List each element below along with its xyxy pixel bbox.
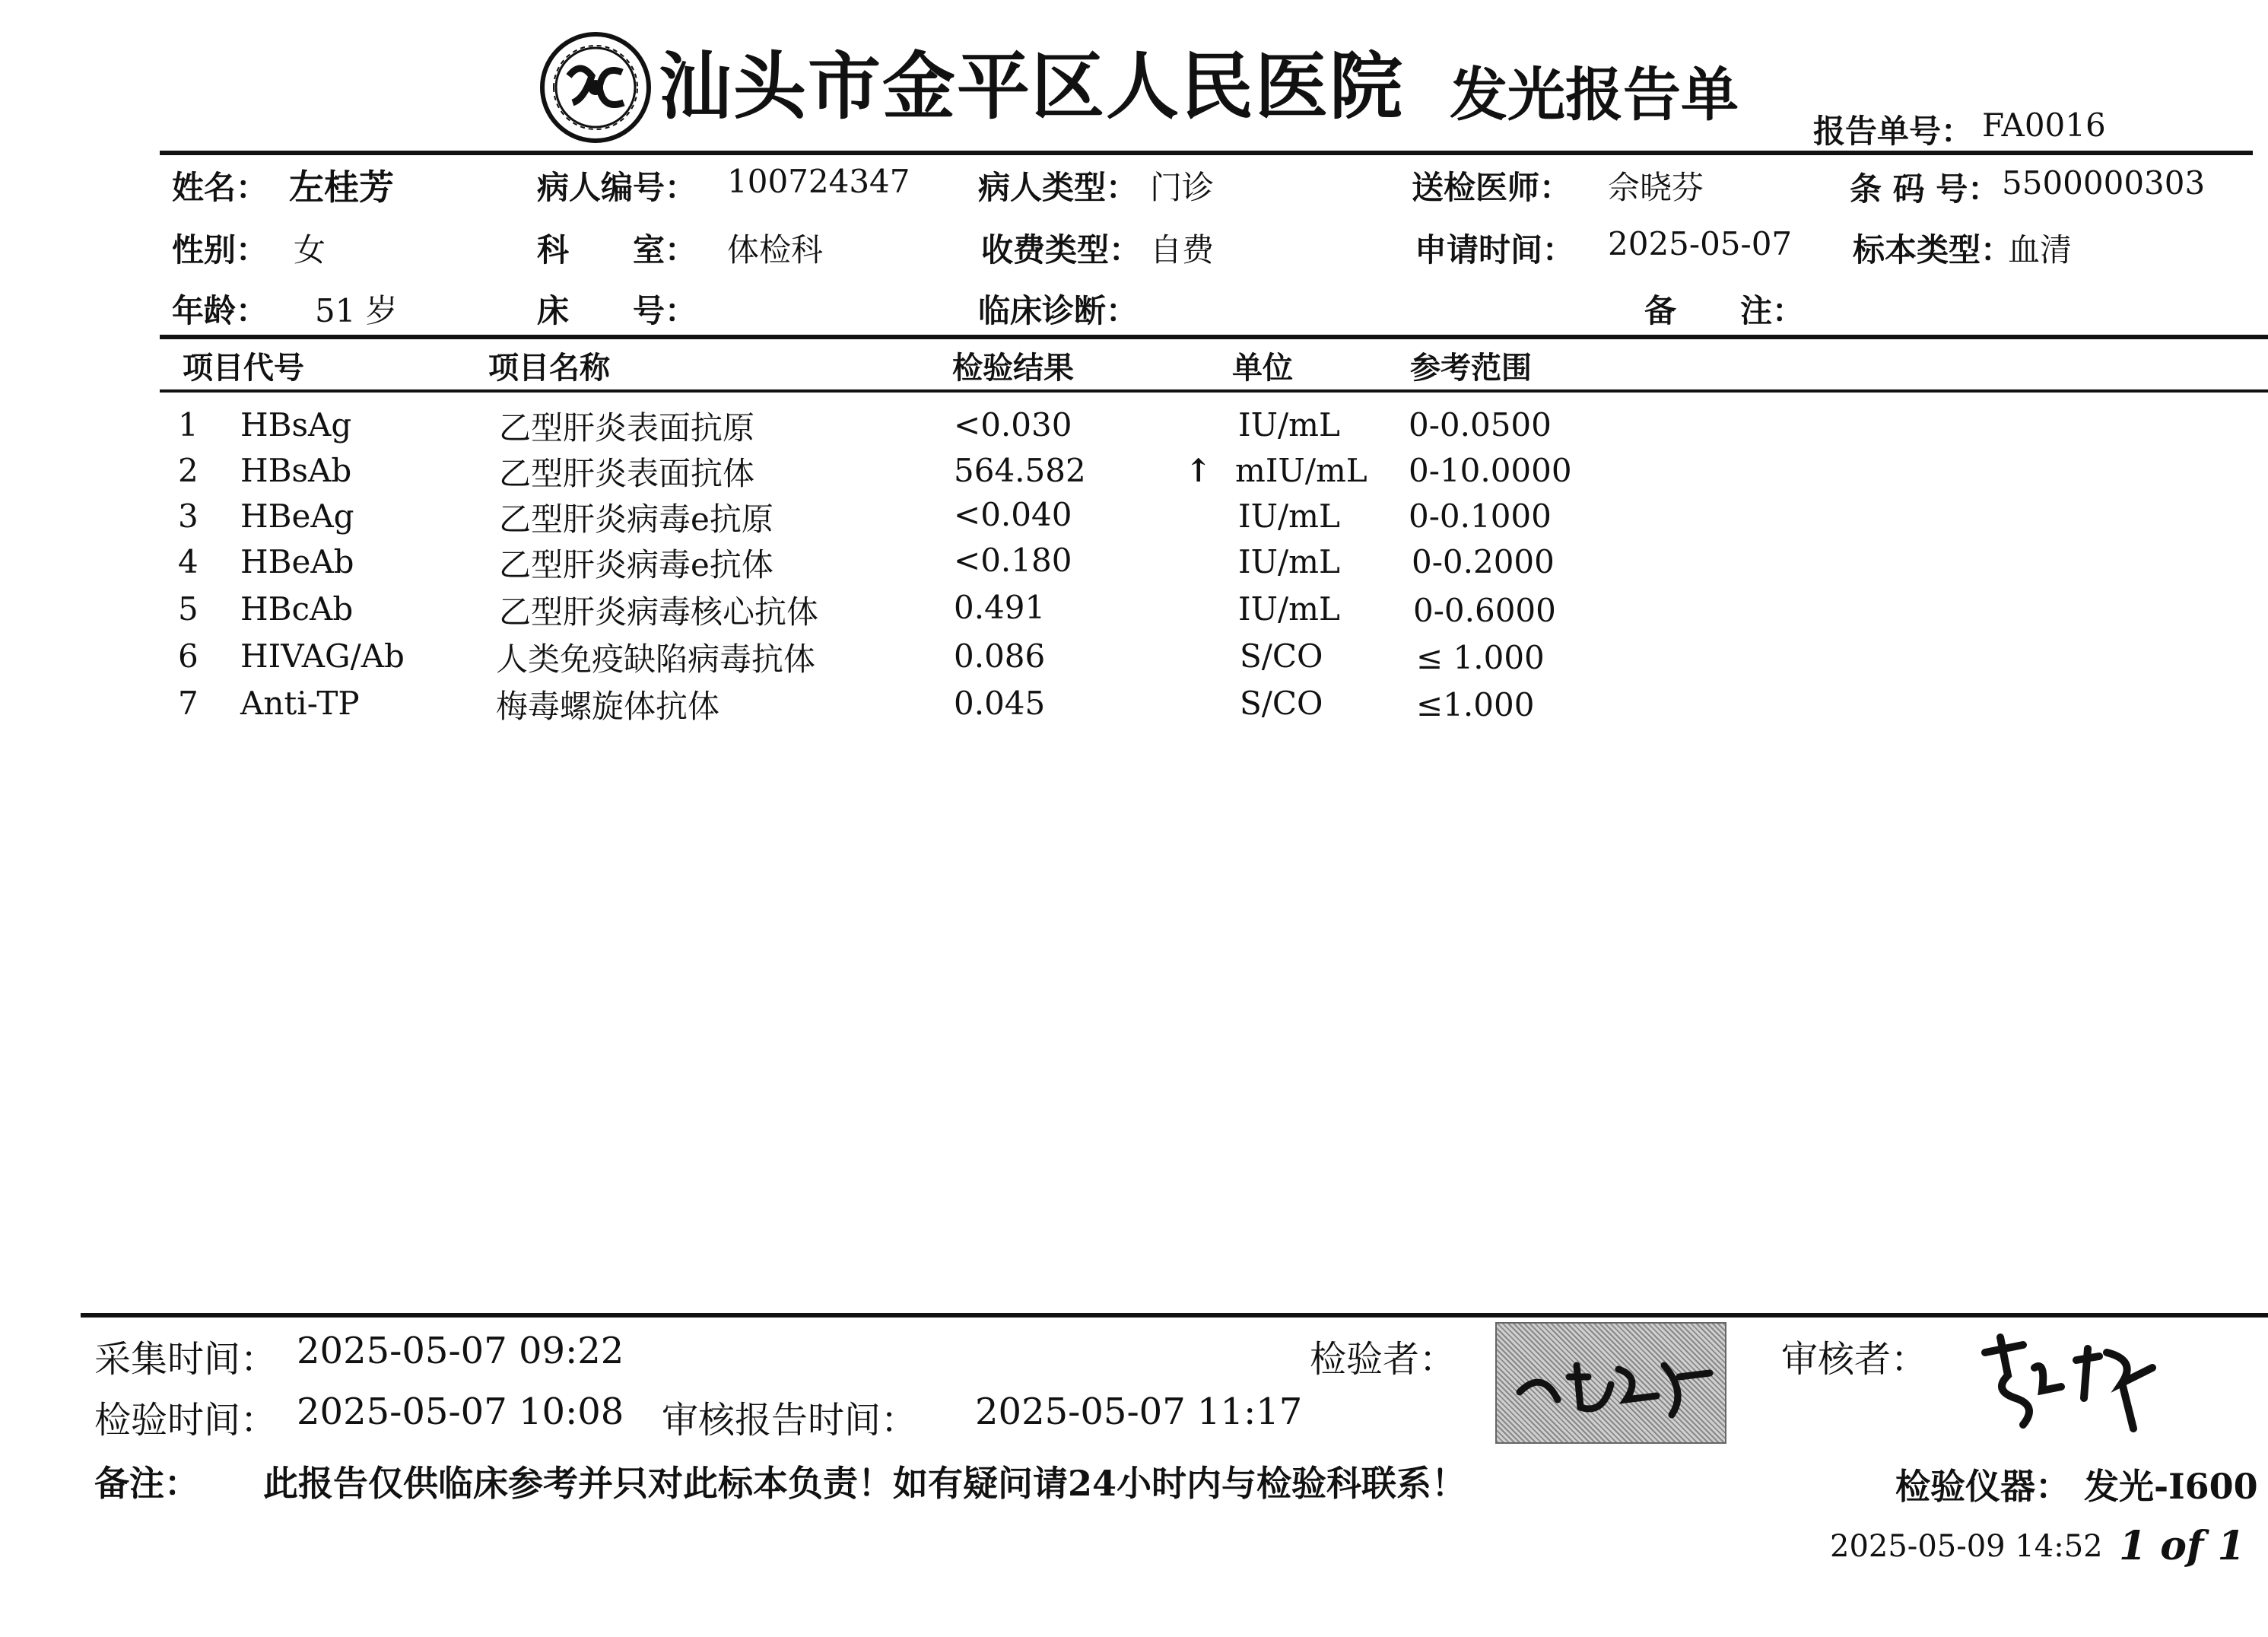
- item-name: 乙型肝炎表面抗体: [499, 455, 755, 492]
- item-code: Anti-TP: [240, 685, 360, 722]
- item-code: HBsAb: [240, 452, 352, 489]
- test-time-label: 检验时间：: [94, 1399, 278, 1442]
- table-header-divider: [160, 389, 2268, 393]
- item-unit: IU/mL: [1238, 590, 1340, 628]
- row-no: 2: [178, 452, 199, 489]
- item-code: HBeAg: [240, 497, 354, 535]
- remark-label: 备 注：: [1644, 292, 1805, 329]
- patient-type: 门诊: [1150, 169, 1215, 206]
- specimen-type: 血清: [2008, 231, 2073, 269]
- item-name: 乙型肝炎病毒e抗原: [499, 501, 773, 538]
- item-result: 0.491: [954, 589, 1046, 626]
- item-range: 0-10.0000: [1409, 452, 1572, 489]
- item-range: ≤ 1.000: [1416, 639, 1545, 676]
- hospital-name: 汕头市金平区人民医院: [659, 43, 1404, 129]
- row-no: 1: [178, 406, 199, 443]
- item-result: 564.582: [954, 452, 1086, 489]
- request-time-label: 申请时间：: [1415, 231, 1575, 269]
- report-no: FA0016: [1982, 106, 2106, 144]
- request-time: 2025-05-07: [1608, 225, 1793, 262]
- instrument: 发光-I600: [2084, 1466, 2258, 1507]
- item-name: 梅毒螺旋体抗体: [496, 688, 720, 725]
- barcode: 5500000303: [2002, 164, 2206, 202]
- note-label: 备注：: [94, 1463, 199, 1504]
- abnormal-flag: ↑: [1185, 452, 1212, 489]
- collect-time-label: 采集时间：: [94, 1338, 278, 1381]
- item-name: 乙型肝炎表面抗原: [499, 409, 755, 447]
- patient-type-label: 病人类型：: [978, 169, 1139, 206]
- reviewer-label: 审核者：: [1781, 1338, 1928, 1381]
- patient-name: 左桂芳: [289, 167, 394, 208]
- item-range: 0-0.0500: [1409, 406, 1552, 443]
- row-no: 3: [178, 497, 199, 535]
- doctor-name: 佘晓芬: [1608, 169, 1704, 206]
- item-range: 0-0.6000: [1413, 592, 1556, 629]
- item-name: 乙型肝炎病毒e抗体: [499, 546, 773, 583]
- print-time: 2025-05-09 14:52: [1830, 1529, 2103, 1564]
- fee-type-label: 收费类型：: [981, 231, 1142, 269]
- item-result: <0.040: [954, 496, 1072, 533]
- item-unit: S/CO: [1240, 685, 1323, 722]
- barcode-label: 条 码 号：: [1850, 170, 2000, 208]
- name-label: 姓名：: [172, 169, 268, 206]
- item-range: ≤1.000: [1416, 686, 1535, 723]
- doctor-label: 送检医师：: [1412, 169, 1572, 206]
- review-time: 2025-05-07 11:17: [975, 1391, 1303, 1433]
- row-no: 6: [178, 637, 199, 675]
- instrument-label: 检验仪器：: [1895, 1466, 2070, 1507]
- bed-label: 床 号：: [537, 292, 697, 329]
- item-name: 人类免疫缺陷病毒抗体: [496, 640, 816, 678]
- col-header-code: 项目代号: [183, 350, 304, 386]
- item-range: 0-0.2000: [1412, 543, 1555, 580]
- item-range: 0-0.1000: [1409, 497, 1552, 535]
- patient-id-label: 病人编号：: [537, 169, 697, 206]
- patient-id: 100724347: [727, 163, 910, 200]
- specimen-label: 标本类型：: [1853, 231, 2013, 269]
- item-code: HIVAG/Ab: [240, 637, 405, 675]
- patient-age: 51 岁: [315, 292, 398, 329]
- item-name: 乙型肝炎病毒核心抗体: [499, 593, 819, 631]
- item-code: HBsAg: [240, 406, 352, 443]
- tester-label: 检验者：: [1310, 1338, 1456, 1381]
- row-no: 7: [178, 685, 199, 722]
- fee-type: 自费: [1150, 231, 1215, 269]
- tester-stamp-signature: [1495, 1322, 1726, 1444]
- col-header-unit: 单位: [1232, 350, 1293, 386]
- item-result: <0.030: [954, 406, 1072, 443]
- item-code: HBcAb: [240, 590, 354, 628]
- col-header-name: 项目名称: [488, 350, 610, 386]
- row-no: 4: [178, 543, 199, 580]
- reviewer-handwritten-signature: [1970, 1322, 2168, 1436]
- footer-divider: [81, 1313, 2268, 1318]
- dept: 体检科: [727, 231, 824, 269]
- header-divider: [160, 151, 2253, 155]
- diagnosis-label: 临床诊断：: [978, 292, 1139, 329]
- collect-time: 2025-05-07 09:22: [297, 1330, 624, 1372]
- dept-label: 科 室：: [537, 231, 697, 269]
- table-top-divider: [160, 335, 2268, 339]
- item-result: 0.045: [954, 685, 1046, 722]
- col-header-result: 检验结果: [952, 350, 1074, 386]
- report-title: 发光报告单: [1450, 61, 1739, 129]
- hospital-seal-icon: [538, 30, 653, 145]
- page-number: 1 of 1: [2119, 1523, 2245, 1569]
- item-result: 0.086: [954, 637, 1046, 675]
- item-unit: IU/mL: [1238, 543, 1340, 580]
- item-result: <0.180: [954, 542, 1072, 579]
- patient-sex: 女: [294, 231, 326, 269]
- item-unit: IU/mL: [1238, 497, 1340, 535]
- col-header-range: 参考范围: [1410, 350, 1532, 386]
- item-code: HBeAb: [240, 543, 354, 580]
- age-label: 年龄：: [172, 292, 268, 329]
- item-unit: mIU/mL: [1235, 452, 1367, 489]
- sex-label: 性别：: [172, 231, 268, 269]
- item-unit: IU/mL: [1238, 406, 1340, 443]
- disclaimer-note: 此报告仅供临床参考并只对此标本负责！如有疑问请24小时内与检验科联系！: [263, 1463, 1467, 1504]
- test-time: 2025-05-07 10:08: [297, 1391, 624, 1433]
- report-no-label: 报告单号：: [1813, 113, 1974, 150]
- item-unit: S/CO: [1240, 637, 1323, 675]
- row-no: 5: [178, 590, 199, 628]
- review-time-label: 审核报告时间：: [662, 1399, 918, 1442]
